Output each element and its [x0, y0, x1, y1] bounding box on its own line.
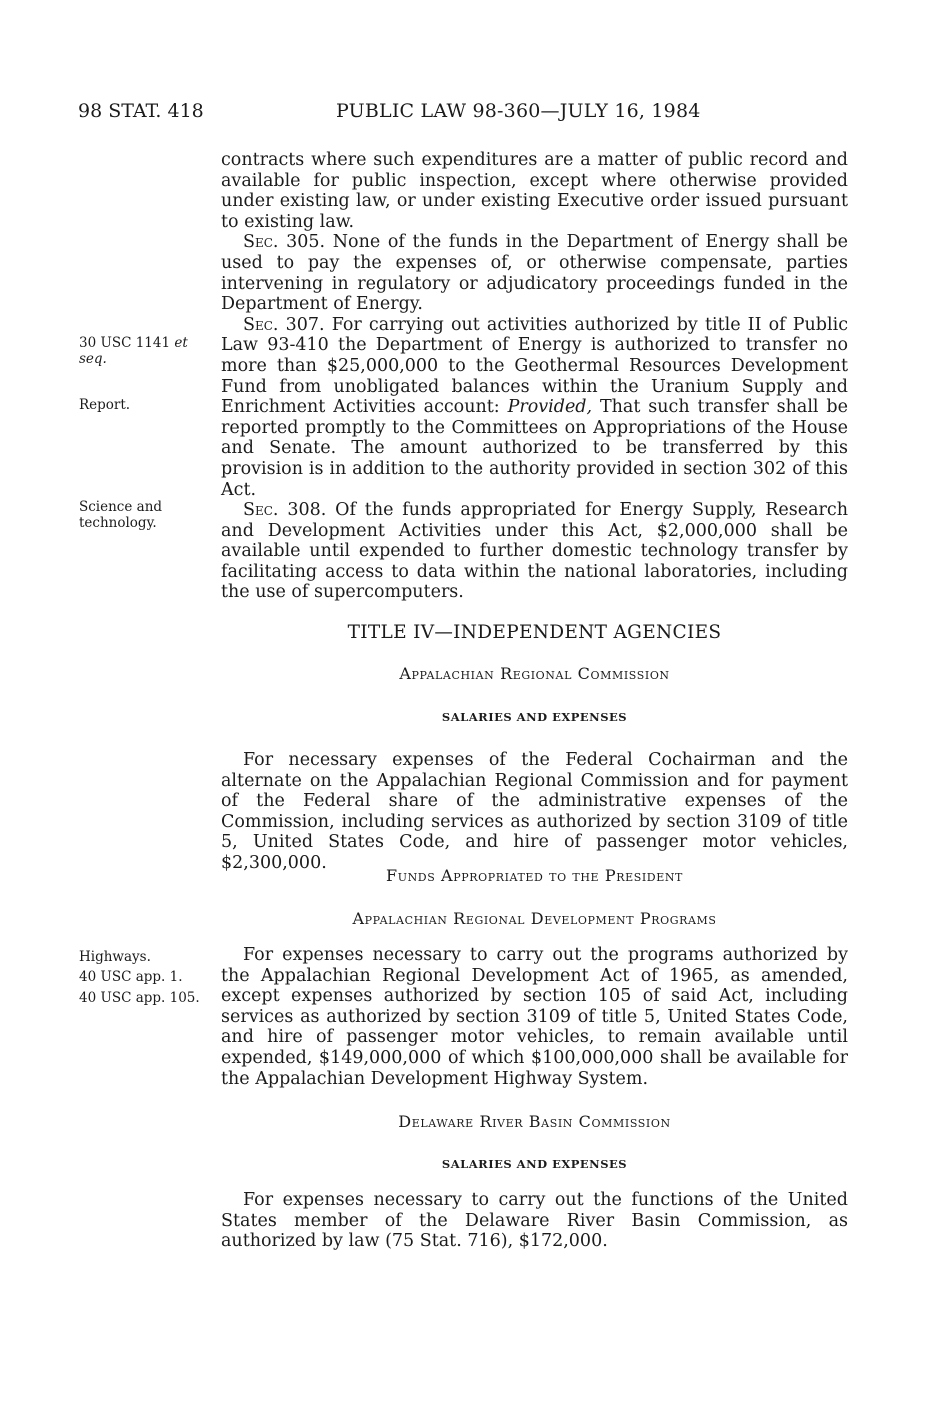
sec-307-label: Sec. 307.: [243, 314, 325, 335]
sec-307-text-b: That such transfer shall be reported promptly to the Committees on Appropriations of the House and Senate. The amount authorized to be transferred by this provision is in addition to the authority provided in section 302 of this Act.: [221, 397, 848, 500]
public-law-title: PUBLIC LAW 98-360—JULY 16, 1984: [336, 100, 701, 122]
arc-heading: Appalachian Regional Commission: [399, 664, 670, 683]
arc-paragraph: For necessary expenses of the Federal Cochairman and the alternate on the Appalachian Regional Commission and for payment of the Federal share of the administrative expenses of the Commission, including services as authorized by section 3109 of title 5, United States Code, and hire of passenger motor vehicles, $2,300,000.: [221, 750, 848, 873]
margin-note-usc-app-105: 40 USC app. 105.: [79, 990, 200, 1006]
section-308: [221, 500, 848, 603]
drbc-heading: Delaware River Basin Commission: [398, 1112, 671, 1131]
margin-note-report: Report.: [79, 397, 131, 413]
page-header: [78, 100, 858, 126]
drbc-subheading: SALARIES AND EXPENSES: [441, 1157, 628, 1171]
ardp-paragraph: For expenses necessary to carry out the programs authorized by the Appalachian Regional Development Act of 1965, as amended, except expenses authorized by section 105 of said Act, including services as authorized by section 3109 of title 5, United States Code, and hire of passenger motor vehicles, to remain available until expended, $149,000,000 of which $100,000,000 shall be available for the Appalachian Development Highway System.: [221, 945, 848, 1089]
upper-body: [221, 150, 848, 603]
ardp-heading: Appalachian Regional Development Programs: [352, 909, 717, 928]
continuation-paragraph: contracts where such expenditures are a matter of public record and available for public inspection, except where otherwise provided under existing law, or under existing Executive order issued pursuant to existing law.: [221, 150, 848, 232]
arc-subheading: SALARIES AND EXPENSES: [441, 710, 628, 724]
margin-note-usc-1141: 30 USC 1141 et seq.: [79, 335, 188, 367]
sec-305-text: None of the funds in the Department of Energy shall be used to pay the expenses of, or otherwise compensate, parties intervening in regulatory or adjudicatory proceedings funded in the Department of Energy.: [221, 232, 848, 315]
margin-note-highways: Highways.: [79, 949, 151, 965]
provided-term: Provided,: [507, 397, 593, 418]
statute-page-number: 98 STAT. 418: [78, 100, 204, 122]
sec-308-label: Sec. 308.: [243, 500, 327, 521]
drbc-paragraph: For expenses necessary to carry out the functions of the United States member of the Delaware River Basin Commission, as authorized by law (75 Stat. 716), $172,000.: [221, 1190, 848, 1252]
margin-note-science: Science and technology.: [79, 499, 163, 531]
arc-body: [221, 750, 848, 874]
funds-president-heading: Funds Appropriated to the President: [386, 866, 683, 885]
section-307: [221, 315, 848, 500]
sec-308-text: Of the funds appropriated for Energy Supply, Research and Development Activities under this Act, $2,000,000 shall be available until expended to further domestic technology transfer by facilitating access to data within the national laboratories, including the use of supercomputers.: [221, 500, 848, 603]
sec-305-label: Sec. 305.: [243, 232, 326, 253]
section-305: [221, 232, 848, 314]
sec-307-text-a: For carrying out activities authorized by title II of Public Law 93-410 the Department of Energy is authorized to transfer no more than $25,000,000 to the Geothermal Resources Development Fund from unobligated balances within the Uranium Supply and Enrichment Activities account:: [221, 314, 848, 418]
margin-note-usc-app-1: 40 USC app. 1.: [79, 969, 183, 985]
title-iv-heading: TITLE IV—INDEPENDENT AGENCIES: [347, 622, 722, 643]
ardp-body: [221, 945, 848, 1089]
drbc-body: [221, 1190, 848, 1252]
